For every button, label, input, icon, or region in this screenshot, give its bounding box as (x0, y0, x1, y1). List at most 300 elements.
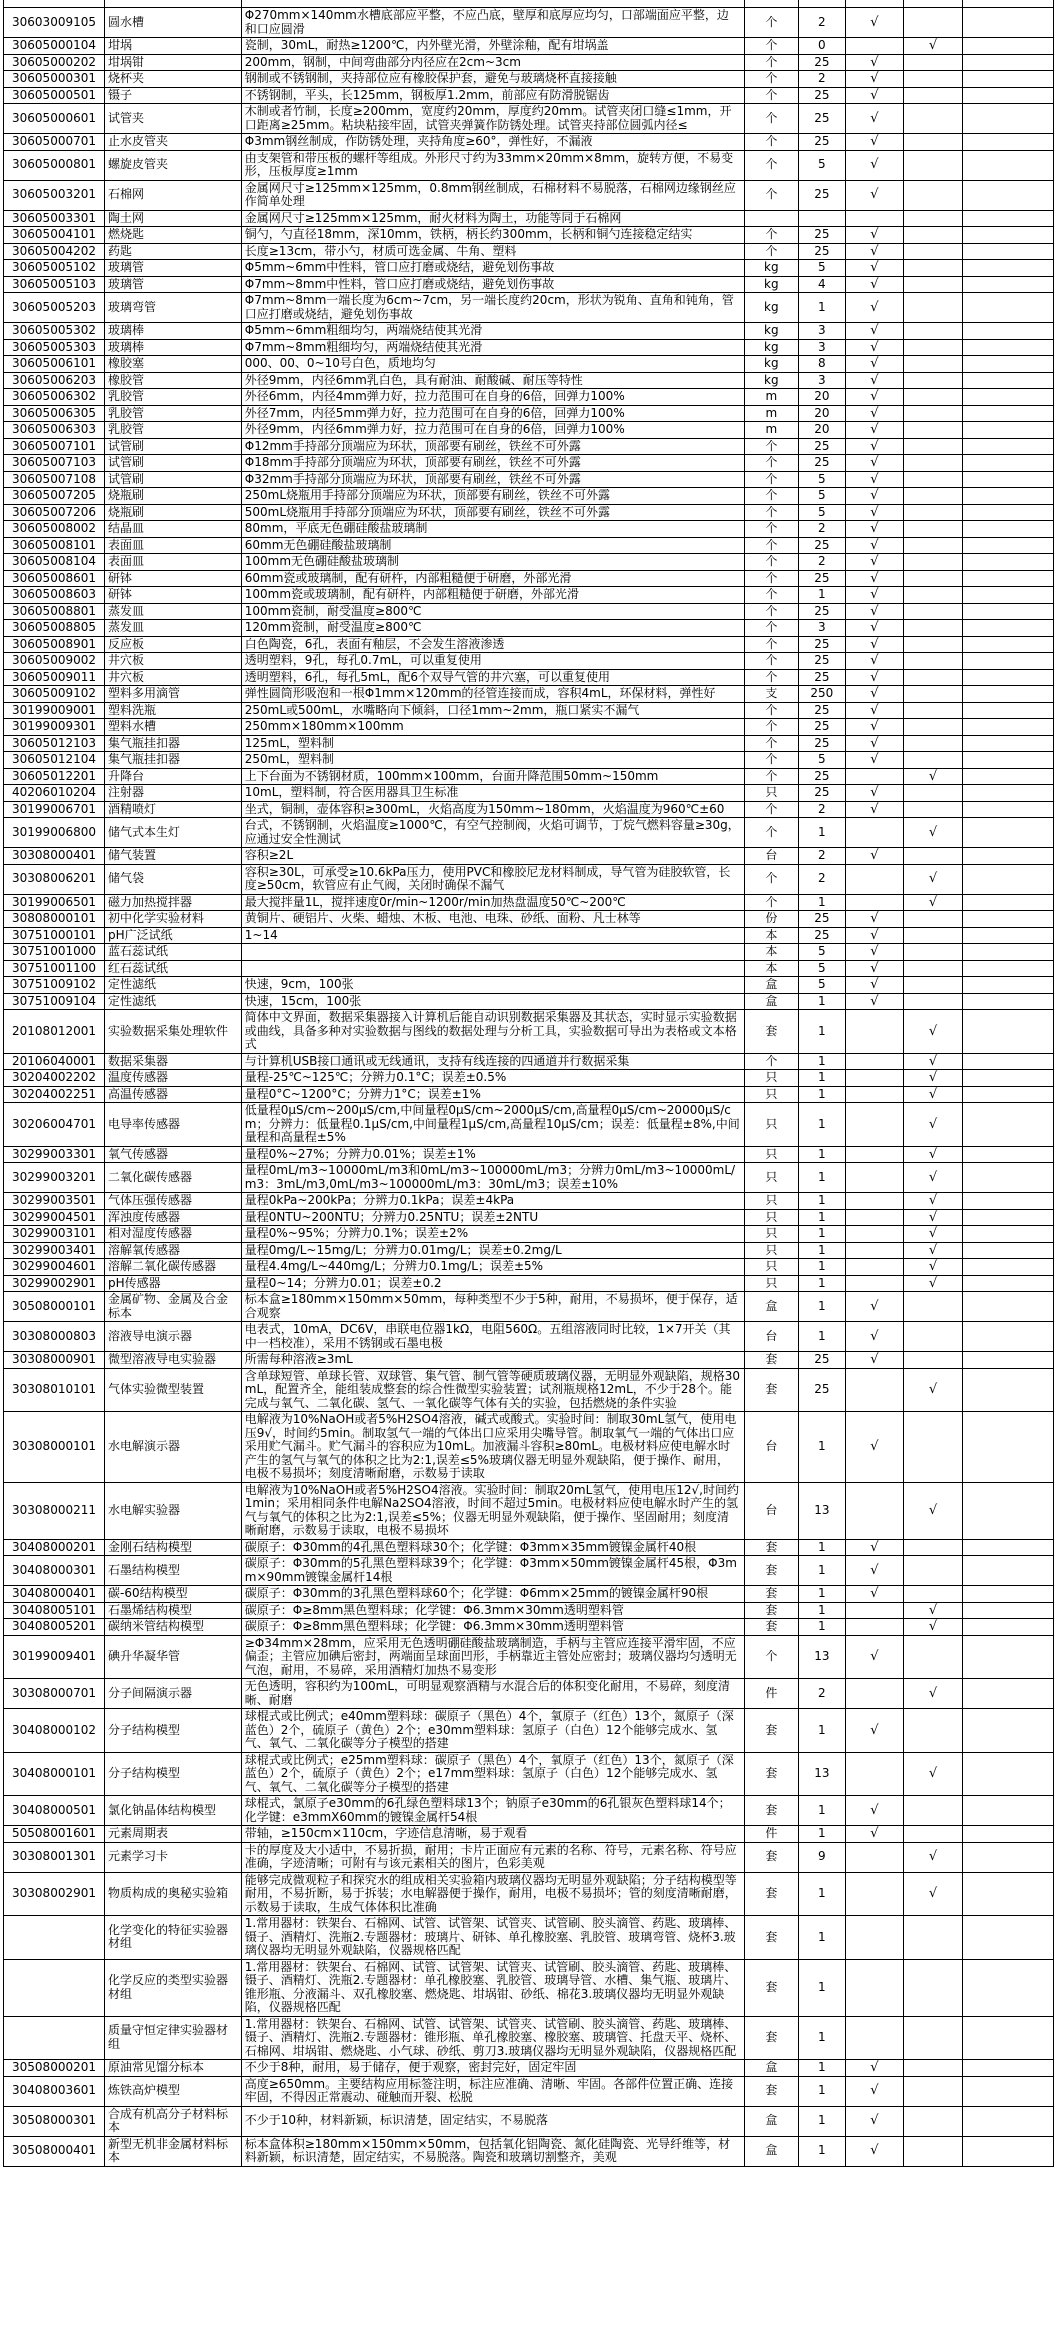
table-row (4, 1226, 1054, 1243)
item-quantity: 25 (798, 570, 845, 587)
checkmark-column-1 (845, 1053, 903, 1070)
item-unit: 套 (744, 1709, 798, 1753)
item-unit: 个 (744, 620, 798, 637)
item-name: 金刚石结构模型 (105, 1539, 242, 1556)
item-quantity: 1 (798, 1193, 845, 1210)
checkmark-column-2 (903, 260, 962, 277)
item-code: 30408000401 (4, 1586, 105, 1603)
item-description: 铜勺，勺直径18mm，深10mm，铁柄，柄长约300mm，长柄和铜勺连接稳定结实 (241, 227, 744, 244)
checkmark-column-3 (963, 636, 1054, 653)
checkmark-column-3 (963, 243, 1054, 260)
item-description: 钢制或不锈钢制，夹持部位应有橡胶保护套，避免与玻璃烧杯直接接触 (241, 71, 744, 88)
item-code: 30605005302 (4, 323, 105, 340)
item-description: 250mL或500mL，水嘴略向下倾斜，口径1mm~2mm，瓶口紧实不漏气 (241, 702, 744, 719)
item-code: 30605000601 (4, 104, 105, 134)
checkmark-column-3 (963, 1679, 1054, 1709)
item-description: 1.常用器材：铁架台、石棉网、试管、试管架、试管夹、试管刷、胶头滴管、药匙、玻璃棒、镊子、酒精灯、洗瓶2.专题器材：玻璃片、研钵、单孔橡胶塞、乳胶管、玻璃弯管、烧杯3.玻璃仪器均无明显外观缺陷，仪器规格匹配 (241, 1916, 744, 1960)
checkmark-column-1 (845, 1209, 903, 1226)
item-name: 玻璃弯管 (105, 293, 242, 323)
item-name: 试管刷 (105, 438, 242, 455)
checkmark-column-1 (845, 1193, 903, 1210)
item-quantity: 2 (798, 1679, 845, 1709)
item-name: 升降台 (105, 768, 242, 785)
item-name: 烧瓶刷 (105, 488, 242, 505)
item-description: 125mL，塑料制 (241, 735, 744, 752)
checkmark-column-2 (903, 405, 962, 422)
table-row (4, 389, 1054, 406)
checkmark-column-1: √ (845, 735, 903, 752)
checkmark-column-1: √ (845, 1826, 903, 1843)
checkmark-column-1 (845, 864, 903, 894)
item-name: 试管夹 (105, 104, 242, 134)
table-row (4, 8, 1054, 38)
checkmark-column-3 (963, 1796, 1054, 1826)
item-name: 石墨结构模型 (105, 1556, 242, 1586)
checkmark-column-1 (845, 1086, 903, 1103)
item-description: Φ3mm钢丝制成，作防锈处理，夹持角度≥60°，弹性好，不漏液 (241, 134, 744, 151)
checkmark-column-2 (903, 471, 962, 488)
item-code: 30199009301 (4, 719, 105, 736)
item-description: 带轴，≥150cm×110cm，字迹信息清晰，易于观看 (241, 1826, 744, 1843)
item-quantity: 1 (798, 587, 845, 604)
item-code: 30605000301 (4, 71, 105, 88)
item-name: 燃烧匙 (105, 227, 242, 244)
item-name: 储气袋 (105, 864, 242, 894)
checkmark-column-1: √ (845, 653, 903, 670)
item-code: 30605007103 (4, 455, 105, 472)
checkmark-column-2 (903, 1709, 962, 1753)
item-code: 30204002251 (4, 1086, 105, 1103)
checkmark-column-3 (963, 1635, 1054, 1679)
checkmark-column-2 (903, 8, 962, 38)
item-name: 浑浊度传感器 (105, 1209, 242, 1226)
checkmark-column-1 (845, 1872, 903, 1916)
item-code: 30605008805 (4, 620, 105, 637)
item-name: 结晶皿 (105, 521, 242, 538)
checkmark-column-3 (963, 54, 1054, 71)
item-quantity: 1 (798, 1146, 845, 1163)
checkmark-column-2 (903, 1322, 962, 1352)
table-row (4, 2060, 1054, 2077)
checkmark-column-2 (903, 243, 962, 260)
item-description: 白色陶瓷，6孔，表面有釉层，不会发生溶液渗透 (241, 636, 744, 653)
checkmark-column-1: √ (845, 2076, 903, 2106)
item-unit: 本 (744, 927, 798, 944)
item-unit: 个 (744, 603, 798, 620)
table-row (4, 1959, 1054, 2016)
item-code: 30751001000 (4, 944, 105, 961)
item-name: 注射器 (105, 785, 242, 802)
item-unit: 套 (744, 1586, 798, 1603)
table-row (4, 1322, 1054, 1352)
checkmark-column-3 (963, 570, 1054, 587)
item-name: 合成有机高分子材料标本 (105, 2106, 242, 2136)
item-code: 30605008901 (4, 636, 105, 653)
checkmark-column-3 (963, 1556, 1054, 1586)
table-row (4, 818, 1054, 848)
item-unit: 个 (744, 104, 798, 134)
item-unit: 个 (744, 894, 798, 911)
checkmark-column-2 (903, 1556, 962, 1586)
item-unit: kg (744, 276, 798, 293)
checkmark-column-1 (845, 818, 903, 848)
checkmark-column-1: √ (845, 977, 903, 994)
checkmark-column-3 (963, 1619, 1054, 1636)
item-quantity: 25 (798, 180, 845, 210)
item-unit: 个 (744, 488, 798, 505)
item-code: 30605005103 (4, 276, 105, 293)
item-description: 100mm瓷或玻璃制，配有研杵，内部粗糙便于研磨，外部光滑 (241, 587, 744, 604)
checkmark-column-1: √ (845, 180, 903, 210)
item-code: 30751009104 (4, 993, 105, 1010)
table-row (4, 554, 1054, 571)
checkmark-column-2 (903, 54, 962, 71)
item-code: 30299004601 (4, 1259, 105, 1276)
item-name: 水电解实验器 (105, 1482, 242, 1539)
item-quantity: 5 (798, 504, 845, 521)
checkmark-column-3 (963, 1070, 1054, 1087)
checkmark-column-3 (963, 864, 1054, 894)
table-row (4, 894, 1054, 911)
checkmark-column-1: √ (845, 1709, 903, 1753)
item-description: Φ7mm~8mm中性料，管口应打磨或烧结，避免划伤事故 (241, 276, 744, 293)
table-row (4, 339, 1054, 356)
table-row (4, 1709, 1054, 1753)
checkmark-column-1: √ (845, 960, 903, 977)
item-name (105, 0, 242, 8)
item-unit: 盒 (744, 977, 798, 994)
item-unit: kg (744, 323, 798, 340)
item-quantity: 2 (798, 848, 845, 865)
item-unit: 本 (744, 944, 798, 961)
checkmark-column-3 (963, 1482, 1054, 1539)
item-unit: 只 (744, 1226, 798, 1243)
checkmark-column-2 (903, 0, 962, 8)
item-name: 表面皿 (105, 554, 242, 571)
item-unit: 套 (744, 1368, 798, 1412)
item-quantity: 25 (798, 603, 845, 620)
checkmark-column-1: √ (845, 1539, 903, 1556)
item-quantity: 13 (798, 1635, 845, 1679)
item-description: 500mL烧瓶用手持部分顶端应为环状，顶部要有刷丝，铁丝不可外露 (241, 504, 744, 521)
item-code: 30299003201 (4, 1163, 105, 1193)
table-row (4, 1635, 1054, 1679)
checkmark-column-2 (903, 977, 962, 994)
item-description: 透明塑料，9孔，每孔0.7mL，可以重复使用 (241, 653, 744, 670)
item-quantity: 1 (798, 1586, 845, 1603)
checkmark-column-3 (963, 276, 1054, 293)
item-unit: kg (744, 372, 798, 389)
checkmark-column-2: √ (903, 1259, 962, 1276)
checkmark-column-2: √ (903, 1275, 962, 1292)
item-name: 新型无机非金属材料标本 (105, 2136, 242, 2166)
item-unit: 只 (744, 1070, 798, 1087)
checkmark-column-2 (903, 455, 962, 472)
item-code: 30199006800 (4, 818, 105, 848)
table-row (4, 669, 1054, 686)
item-code: 30605003301 (4, 210, 105, 227)
checkmark-column-1: √ (845, 911, 903, 928)
item-code: 30199006701 (4, 801, 105, 818)
item-code: 30605005102 (4, 260, 105, 277)
item-code: 30308000211 (4, 1482, 105, 1539)
item-name: 试管刷 (105, 455, 242, 472)
checkmark-column-1 (845, 1146, 903, 1163)
table-row (4, 488, 1054, 505)
checkmark-column-1: √ (845, 276, 903, 293)
item-unit: 套 (744, 1556, 798, 1586)
item-quantity: 1 (798, 1556, 845, 1586)
checkmark-column-1 (845, 1368, 903, 1412)
item-name: 元素周期表 (105, 1826, 242, 1843)
item-quantity: 2 (798, 554, 845, 571)
item-description: 250mL，塑料制 (241, 752, 744, 769)
item-code: 30605004101 (4, 227, 105, 244)
item-quantity: 1 (798, 1292, 845, 1322)
table-row (4, 620, 1054, 637)
checkmark-column-2: √ (903, 894, 962, 911)
item-unit: 套 (744, 1619, 798, 1636)
item-description: 量程0kPa~200kPa；分辨力0.1kPa；误差±4kPa (241, 1193, 744, 1210)
item-unit: 台 (744, 1482, 798, 1539)
table-row (4, 134, 1054, 151)
checkmark-column-3 (963, 1226, 1054, 1243)
table-row (4, 1242, 1054, 1259)
checkmark-column-3 (963, 735, 1054, 752)
item-quantity: 2 (798, 71, 845, 88)
item-code: 30605012104 (4, 752, 105, 769)
item-quantity: 25 (798, 54, 845, 71)
item-description (241, 944, 744, 961)
checkmark-column-2 (903, 323, 962, 340)
checkmark-column-2 (903, 587, 962, 604)
table-row (4, 1619, 1054, 1636)
table-row (4, 1412, 1054, 1483)
checkmark-column-2: √ (903, 1010, 962, 1054)
item-code: 30605006203 (4, 372, 105, 389)
item-code: 30605008104 (4, 554, 105, 571)
checkmark-column-1: √ (845, 2136, 903, 2166)
checkmark-column-3 (963, 0, 1054, 8)
item-code: 20108012001 (4, 1010, 105, 1054)
item-quantity: 1 (798, 1209, 845, 1226)
item-code: 30605000202 (4, 54, 105, 71)
item-quantity: 5 (798, 752, 845, 769)
item-quantity: 1 (798, 1959, 845, 2016)
table-row (4, 735, 1054, 752)
item-unit: kg (744, 260, 798, 277)
item-name: 研钵 (105, 570, 242, 587)
item-code: 30199009401 (4, 1635, 105, 1679)
item-unit: 个 (744, 243, 798, 260)
checkmark-column-1 (845, 1679, 903, 1709)
item-description: 能够完成微观粒子和探究水的组成相关实验箱内玻璃仪器均无明显外观缺陷；分子结构模型等耐用，不易折断，易于拆装；水电解器便于操作，耐用，电极不易损坏；管的刻度清晰耐磨，示数易于读取，生成气体体积比准确 (241, 1872, 744, 1916)
checkmark-column-1 (845, 894, 903, 911)
table-row (4, 504, 1054, 521)
item-code (4, 2016, 105, 2060)
checkmark-column-1: √ (845, 455, 903, 472)
checkmark-column-1: √ (845, 927, 903, 944)
checkmark-column-1: √ (845, 243, 903, 260)
checkmark-column-3 (963, 1916, 1054, 1960)
item-unit: kg (744, 293, 798, 323)
item-code: 30308006201 (4, 864, 105, 894)
item-code: 30751000101 (4, 927, 105, 944)
checkmark-column-3 (963, 1602, 1054, 1619)
item-unit: 个 (744, 87, 798, 104)
checkmark-column-1: √ (845, 587, 903, 604)
item-code: 30308001301 (4, 1842, 105, 1872)
table-row (4, 323, 1054, 340)
item-quantity: 25 (798, 438, 845, 455)
table-row (4, 587, 1054, 604)
checkmark-column-3 (963, 719, 1054, 736)
item-unit: 个 (744, 54, 798, 71)
table-row (4, 521, 1054, 538)
item-code: 30605009002 (4, 653, 105, 670)
checkmark-column-1: √ (845, 2060, 903, 2077)
checkmark-column-3 (963, 488, 1054, 505)
checkmark-column-3 (963, 977, 1054, 994)
checkmark-column-3 (963, 372, 1054, 389)
table-row (4, 1259, 1054, 1276)
checkmark-column-2 (903, 87, 962, 104)
item-unit: 个 (744, 1635, 798, 1679)
item-quantity: 13 (798, 1482, 845, 1539)
checkmark-column-2 (903, 686, 962, 703)
checkmark-column-2 (903, 134, 962, 151)
checkmark-column-3 (963, 927, 1054, 944)
item-code: 30308000803 (4, 1322, 105, 1352)
checkmark-column-2 (903, 848, 962, 865)
checkmark-column-3 (963, 2016, 1054, 2060)
item-name: 塑料多用滴管 (105, 686, 242, 703)
checkmark-column-3 (963, 8, 1054, 38)
item-code: 30299003301 (4, 1146, 105, 1163)
checkmark-column-1: √ (845, 1292, 903, 1322)
checkmark-column-1 (845, 1070, 903, 1087)
item-unit: kg (744, 356, 798, 373)
checkmark-column-1 (845, 1959, 903, 2016)
item-code (4, 1959, 105, 2016)
item-unit: 台 (744, 1412, 798, 1483)
item-description: 100mm无色硼硅酸盐玻璃制 (241, 554, 744, 571)
table-row (4, 1352, 1054, 1369)
checkmark-column-3 (963, 104, 1054, 134)
item-description: 外径9mm，内径6mm弹力好，拉力范围可在自身的6倍，回弹力100% (241, 422, 744, 439)
table-row (4, 719, 1054, 736)
checkmark-column-3 (963, 1368, 1054, 1412)
checkmark-column-3 (963, 87, 1054, 104)
item-name: 原油常见馏分标本 (105, 2060, 242, 2077)
item-quantity: 1 (798, 1275, 845, 1292)
table-row (4, 1842, 1054, 1872)
item-code: 50508001601 (4, 1826, 105, 1843)
item-unit: 件 (744, 1679, 798, 1709)
item-name: 研钵 (105, 587, 242, 604)
checkmark-column-2 (903, 570, 962, 587)
item-code: 30603009105 (4, 8, 105, 38)
item-unit: 个 (744, 801, 798, 818)
checkmark-column-2 (903, 1539, 962, 1556)
item-code: 30299003401 (4, 1242, 105, 1259)
item-unit: 个 (744, 752, 798, 769)
item-description: 金属网尺寸≥125mm×125mm，耐火材料为陶土，功能等同于石棉网 (241, 210, 744, 227)
checkmark-column-1 (845, 1163, 903, 1193)
table-row (4, 293, 1054, 323)
item-description: 卡的厚度及大小适中，不易折损，耐用；卡片正面应有元素的名称、符号，元素名称、符号应准确，字迹清晰；可附有与该元素相关的图片，色彩美观 (241, 1842, 744, 1872)
item-code: 30408000501 (4, 1796, 105, 1826)
item-description: 碳原子：Φ≥8mm黑色塑料球；化学键：Φ6.3mm×30mm透明塑料管 (241, 1619, 744, 1636)
item-code: 30204002202 (4, 1070, 105, 1087)
checkmark-column-3 (963, 2076, 1054, 2106)
item-unit: 套 (744, 1842, 798, 1872)
checkmark-column-1 (845, 1752, 903, 1796)
checkmark-column-2 (903, 653, 962, 670)
item-unit: 个 (744, 471, 798, 488)
checkmark-column-2 (903, 752, 962, 769)
table-row (4, 537, 1054, 554)
table-row (4, 243, 1054, 260)
item-quantity: 1 (798, 1709, 845, 1753)
item-description: Φ7mm~8mm粗细均匀，两端烧结使其光滑 (241, 339, 744, 356)
table-row (4, 0, 1054, 8)
item-name: 玻璃棒 (105, 339, 242, 356)
item-unit: kg (744, 339, 798, 356)
checkmark-column-3 (963, 993, 1054, 1010)
item-name: 玻璃管 (105, 276, 242, 293)
checkmark-column-2: √ (903, 1070, 962, 1087)
checkmark-column-2 (903, 702, 962, 719)
item-name: 相对湿度传感器 (105, 1226, 242, 1243)
item-quantity: 2 (798, 8, 845, 38)
checkmark-column-1: √ (845, 669, 903, 686)
item-name: 溶解二氧化碳传感器 (105, 1259, 242, 1276)
item-description: 1.常用器材：铁架台、石棉网、试管、试管架、试管夹、试管刷、胶头滴管、药匙、玻璃棒、镊子、酒精灯、洗瓶2.专题器材：单孔橡胶塞、乳胶管、玻璃导管、水槽、集气瓶、玻璃片、锥形瓶、分液漏斗、双孔橡胶塞、燃烧匙、坩埚钳、砂纸、棉花3.玻璃仪器均无明显外观缺陷，仪器规格匹配 (241, 1959, 744, 2016)
item-quantity: 2 (798, 521, 845, 538)
item-code: 40206010204 (4, 785, 105, 802)
item-code: 30605008002 (4, 521, 105, 538)
item-unit: 个 (744, 768, 798, 785)
item-name: 玻璃管 (105, 260, 242, 277)
checkmark-column-1: √ (845, 227, 903, 244)
item-unit: 只 (744, 785, 798, 802)
item-quantity: 25 (798, 719, 845, 736)
item-code: 30408005201 (4, 1619, 105, 1636)
item-quantity: 1 (798, 2136, 845, 2166)
table-row (4, 87, 1054, 104)
item-unit: 盒 (744, 1292, 798, 1322)
table-row (4, 1146, 1054, 1163)
item-name: 实验数据采集处理软件 (105, 1010, 242, 1054)
item-name: 塑料水槽 (105, 719, 242, 736)
table-row (4, 471, 1054, 488)
item-quantity: 20 (798, 389, 845, 406)
checkmark-column-2 (903, 210, 962, 227)
item-name: 碘升华凝华管 (105, 1635, 242, 1679)
checkmark-column-3 (963, 422, 1054, 439)
checkmark-column-2 (903, 276, 962, 293)
item-code: 30808000101 (4, 911, 105, 928)
item-description: 量程0~14；分辨力0.01；误差±0.2 (241, 1275, 744, 1292)
item-quantity: 1 (798, 1259, 845, 1276)
checkmark-column-3 (963, 1586, 1054, 1603)
item-quantity: 3 (798, 620, 845, 637)
item-unit: 套 (744, 1959, 798, 2016)
item-code: 30605005203 (4, 293, 105, 323)
item-description: ≥Φ34mm×28mm，应采用无色透明硼硅酸盐玻璃制造，手柄与主管应连接平滑牢固，不应偏歪；主管应加碘后密封，两端面呈球面凹形，手柄靠近主管处应密封；玻璃仪器均匀透明无气泡，耐用，不易碎，采用酒精灯加热不易变形 (241, 1635, 744, 1679)
checkmark-column-3 (963, 71, 1054, 88)
